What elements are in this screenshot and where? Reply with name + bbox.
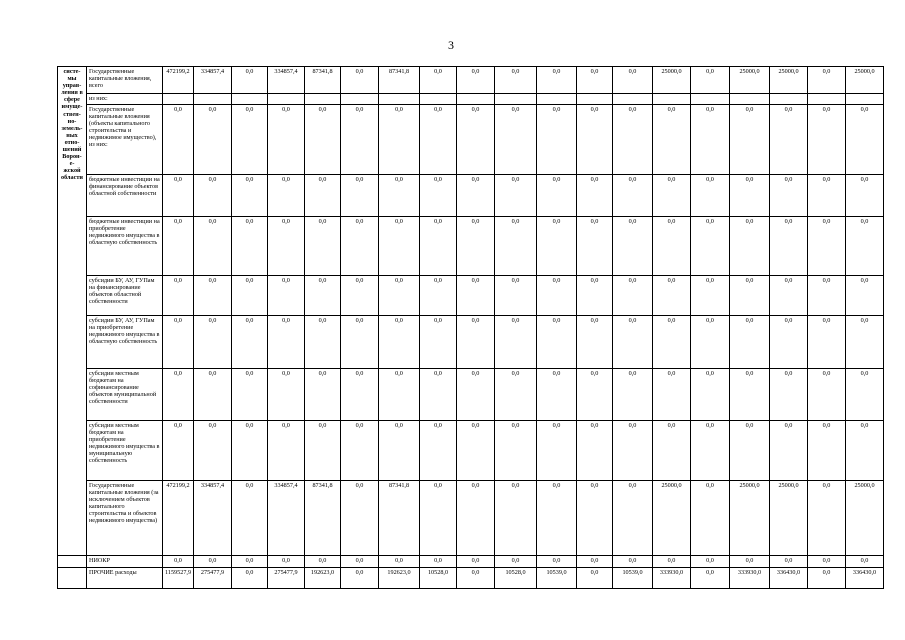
value-cell: 0,0 <box>194 369 232 421</box>
value-cell <box>420 94 457 105</box>
value-cell: 25000,0 <box>730 67 770 94</box>
value-cell: 275477,9 <box>194 568 232 589</box>
value-cell <box>305 94 341 105</box>
value-cell: 0,0 <box>691 369 730 421</box>
value-cell: 10528,0 <box>420 568 457 589</box>
row-label: Государственные капитальные вложения (объекты капитального строительства и недвижимое имущество), из них: <box>87 105 163 175</box>
value-cell: 0,0 <box>268 276 305 316</box>
value-cell <box>770 94 808 105</box>
row-label: ПРОЧИЕ расходы <box>87 568 163 589</box>
value-cell: 0,0 <box>232 67 268 94</box>
value-cell: 0,0 <box>163 421 194 481</box>
value-cell: 0,0 <box>163 316 194 369</box>
value-cell: 0,0 <box>730 276 770 316</box>
value-cell: 0,0 <box>691 556 730 568</box>
value-cell: 0,0 <box>341 369 379 421</box>
table-row <box>58 568 884 589</box>
value-cell: 0,0 <box>341 105 379 175</box>
table-row <box>58 276 884 316</box>
value-cell: 0,0 <box>613 217 653 276</box>
value-cell: 0,0 <box>379 217 420 276</box>
value-cell: 0,0 <box>268 175 305 217</box>
value-cell: 0,0 <box>268 105 305 175</box>
value-cell: 0,0 <box>305 105 341 175</box>
value-cell <box>341 94 379 105</box>
value-cell: 0,0 <box>730 175 770 217</box>
value-cell: 0,0 <box>232 481 268 556</box>
empty-cell <box>58 568 87 589</box>
value-cell: 0,0 <box>846 556 884 568</box>
value-cell: 0,0 <box>537 276 577 316</box>
value-cell: 0,0 <box>770 217 808 276</box>
value-cell: 0,0 <box>420 316 457 369</box>
value-cell: 0,0 <box>691 276 730 316</box>
value-cell: 0,0 <box>268 217 305 276</box>
value-cell: 0,0 <box>846 217 884 276</box>
value-cell: 0,0 <box>457 481 495 556</box>
value-cell: 0,0 <box>420 481 457 556</box>
value-cell: 0,0 <box>613 67 653 94</box>
value-cell: 0,0 <box>379 421 420 481</box>
value-cell: 0,0 <box>691 568 730 589</box>
value-cell: 0,0 <box>808 217 846 276</box>
value-cell: 0,0 <box>305 276 341 316</box>
empty-cell <box>58 556 87 568</box>
value-cell: 10539,0 <box>613 568 653 589</box>
value-cell: 0,0 <box>341 316 379 369</box>
value-cell <box>577 94 613 105</box>
table-row <box>58 316 884 369</box>
value-cell: 0,0 <box>653 421 691 481</box>
value-cell: 0,0 <box>379 105 420 175</box>
value-cell: 0,0 <box>495 556 537 568</box>
value-cell: 0,0 <box>577 421 613 481</box>
row-label: НИОКР <box>87 556 163 568</box>
value-cell: 0,0 <box>457 568 495 589</box>
value-cell: 0,0 <box>577 67 613 94</box>
value-cell: 336430,0 <box>846 568 884 589</box>
value-cell <box>537 94 577 105</box>
value-cell <box>653 94 691 105</box>
value-cell: 472199,2 <box>163 481 194 556</box>
value-cell: 0,0 <box>420 276 457 316</box>
value-cell: 0,0 <box>537 316 577 369</box>
value-cell: 1159527,9 <box>163 568 194 589</box>
value-cell: 0,0 <box>379 316 420 369</box>
value-cell: 0,0 <box>268 316 305 369</box>
value-cell: 0,0 <box>420 105 457 175</box>
value-cell: 0,0 <box>194 175 232 217</box>
value-cell: 87341,8 <box>379 481 420 556</box>
value-cell: 0,0 <box>653 556 691 568</box>
value-cell: 25000,0 <box>730 481 770 556</box>
row-label: бюджетные инвестиции на финансирование объектов областной собственности <box>87 175 163 217</box>
value-cell: 0,0 <box>420 421 457 481</box>
value-cell: 0,0 <box>495 217 537 276</box>
value-cell: 0,0 <box>730 421 770 481</box>
value-cell <box>163 94 194 105</box>
value-cell: 0,0 <box>691 175 730 217</box>
value-cell: 333930,0 <box>653 568 691 589</box>
value-cell: 0,0 <box>730 369 770 421</box>
value-cell: 0,0 <box>268 421 305 481</box>
value-cell: 0,0 <box>341 67 379 94</box>
value-cell: 0,0 <box>379 175 420 217</box>
value-cell: 0,0 <box>232 175 268 217</box>
value-cell: 0,0 <box>341 556 379 568</box>
value-cell: 0,0 <box>420 217 457 276</box>
value-cell: 0,0 <box>537 421 577 481</box>
value-cell: 10539,0 <box>537 568 577 589</box>
value-cell: 0,0 <box>457 276 495 316</box>
value-cell <box>691 94 730 105</box>
value-cell: 192623,0 <box>305 568 341 589</box>
value-cell: 0,0 <box>808 481 846 556</box>
value-cell: 0,0 <box>194 276 232 316</box>
value-cell: 0,0 <box>577 276 613 316</box>
value-cell: 0,0 <box>808 556 846 568</box>
value-cell <box>232 94 268 105</box>
row-label: Государственные капитальные вложения, всего <box>87 67 163 94</box>
value-cell: 0,0 <box>691 217 730 276</box>
table-row <box>58 67 884 94</box>
value-cell: 0,0 <box>495 369 537 421</box>
row-label: субсидии местным бюджетам на приобретение недвижимого имущества в муниципальную собственность <box>87 421 163 481</box>
value-cell: 0,0 <box>577 175 613 217</box>
value-cell: 0,0 <box>232 276 268 316</box>
program-name-cell: систе- мы управ- ления в сфере имуще- ствен- но- земель- ных отно- шений Ворон- е- жской области <box>58 67 87 556</box>
value-cell: 0,0 <box>457 217 495 276</box>
value-cell: 0,0 <box>379 276 420 316</box>
value-cell: 0,0 <box>537 105 577 175</box>
value-cell: 0,0 <box>770 316 808 369</box>
value-cell: 0,0 <box>808 568 846 589</box>
value-cell: 0,0 <box>495 421 537 481</box>
value-cell: 0,0 <box>846 421 884 481</box>
value-cell: 0,0 <box>163 175 194 217</box>
value-cell: 0,0 <box>341 568 379 589</box>
value-cell: 0,0 <box>495 67 537 94</box>
value-cell: 0,0 <box>305 316 341 369</box>
value-cell: 0,0 <box>613 105 653 175</box>
value-cell: 25000,0 <box>770 67 808 94</box>
value-cell <box>457 94 495 105</box>
value-cell: 0,0 <box>341 175 379 217</box>
value-cell: 0,0 <box>653 175 691 217</box>
value-cell: 0,0 <box>495 105 537 175</box>
value-cell: 0,0 <box>537 217 577 276</box>
value-cell: 0,0 <box>420 556 457 568</box>
value-cell: 0,0 <box>537 556 577 568</box>
value-cell: 0,0 <box>194 556 232 568</box>
value-cell: 0,0 <box>268 556 305 568</box>
value-cell: 0,0 <box>457 556 495 568</box>
value-cell: 0,0 <box>379 369 420 421</box>
table-row <box>58 94 884 105</box>
value-cell: 0,0 <box>653 369 691 421</box>
value-cell: 87341,8 <box>305 481 341 556</box>
value-cell: 0,0 <box>305 369 341 421</box>
value-cell: 0,0 <box>730 316 770 369</box>
value-cell: 0,0 <box>420 175 457 217</box>
value-cell: 0,0 <box>268 369 305 421</box>
value-cell: 0,0 <box>577 369 613 421</box>
value-cell: 0,0 <box>537 175 577 217</box>
value-cell <box>268 94 305 105</box>
value-cell: 0,0 <box>457 369 495 421</box>
value-cell: 192623,0 <box>379 568 420 589</box>
value-cell: 0,0 <box>232 369 268 421</box>
value-cell: 0,0 <box>457 316 495 369</box>
table-row <box>58 217 884 276</box>
value-cell: 0,0 <box>730 217 770 276</box>
value-cell: 0,0 <box>730 105 770 175</box>
value-cell: 0,0 <box>537 369 577 421</box>
value-cell: 0,0 <box>305 421 341 481</box>
value-cell: 0,0 <box>613 421 653 481</box>
value-cell: 0,0 <box>379 556 420 568</box>
value-cell: 0,0 <box>577 316 613 369</box>
page-number: 3 <box>448 38 454 52</box>
value-cell: 0,0 <box>163 369 194 421</box>
value-cell: 0,0 <box>537 481 577 556</box>
row-label: субсидии БУ, АУ, ГУПам на финансирование объектов областной собственности <box>87 276 163 316</box>
value-cell: 336430,0 <box>770 568 808 589</box>
value-cell: 0,0 <box>613 175 653 217</box>
value-cell: 0,0 <box>653 217 691 276</box>
row-label: Государственные капитальные вложения (за исключением объектов капитального строительства и объектов недвижимого имущества) <box>87 481 163 556</box>
value-cell: 0,0 <box>653 276 691 316</box>
value-cell: 0,0 <box>194 316 232 369</box>
value-cell: 0,0 <box>808 421 846 481</box>
value-cell <box>495 94 537 105</box>
table-row <box>58 175 884 217</box>
value-cell <box>808 94 846 105</box>
value-cell: 87341,8 <box>305 67 341 94</box>
value-cell: 0,0 <box>613 556 653 568</box>
table-row <box>58 105 884 175</box>
value-cell: 0,0 <box>495 316 537 369</box>
value-cell: 0,0 <box>808 369 846 421</box>
row-label: бюджетные инвестиции на приобретение недвижимого имущества в областную собственность <box>87 217 163 276</box>
value-cell: 0,0 <box>613 276 653 316</box>
value-cell: 0,0 <box>691 316 730 369</box>
value-cell: 0,0 <box>613 369 653 421</box>
value-cell: 0,0 <box>163 276 194 316</box>
value-cell: 87341,8 <box>379 67 420 94</box>
value-cell: 25000,0 <box>653 481 691 556</box>
value-cell: 0,0 <box>613 481 653 556</box>
value-cell: 0,0 <box>194 421 232 481</box>
value-cell: 0,0 <box>420 369 457 421</box>
value-cell: 0,0 <box>232 217 268 276</box>
value-cell: 25000,0 <box>770 481 808 556</box>
value-cell: 0,0 <box>577 568 613 589</box>
row-label: из них: <box>87 94 163 105</box>
value-cell: 0,0 <box>653 316 691 369</box>
table-row <box>58 556 884 568</box>
value-cell: 0,0 <box>457 67 495 94</box>
value-cell: 0,0 <box>341 421 379 481</box>
value-cell: 0,0 <box>341 481 379 556</box>
value-cell <box>379 94 420 105</box>
table-row <box>58 369 884 421</box>
value-cell: 334857,4 <box>268 67 305 94</box>
value-cell: 0,0 <box>232 421 268 481</box>
value-cell: 0,0 <box>232 105 268 175</box>
value-cell: 0,0 <box>808 276 846 316</box>
value-cell: 0,0 <box>846 175 884 217</box>
value-cell: 25000,0 <box>653 67 691 94</box>
value-cell: 334857,4 <box>194 481 232 556</box>
row-label: субсидии БУ, АУ, ГУПам на приобретение недвижимого имущества в областную собственность <box>87 316 163 369</box>
value-cell: 0,0 <box>163 105 194 175</box>
value-cell: 0,0 <box>730 556 770 568</box>
value-cell: 0,0 <box>770 175 808 217</box>
value-cell <box>730 94 770 105</box>
row-label: субсидии местным бюджетам на софинансирование объектов муниципальной собственности <box>87 369 163 421</box>
value-cell: 0,0 <box>770 105 808 175</box>
value-cell: 0,0 <box>341 276 379 316</box>
value-cell: 0,0 <box>577 105 613 175</box>
value-cell: 10528,0 <box>495 568 537 589</box>
value-cell <box>194 94 232 105</box>
value-cell: 0,0 <box>163 217 194 276</box>
value-cell: 0,0 <box>808 105 846 175</box>
value-cell: 0,0 <box>305 175 341 217</box>
value-cell: 0,0 <box>495 175 537 217</box>
value-cell: 0,0 <box>846 369 884 421</box>
value-cell: 0,0 <box>163 556 194 568</box>
value-cell: 0,0 <box>691 481 730 556</box>
value-cell: 0,0 <box>846 276 884 316</box>
value-cell: 0,0 <box>846 105 884 175</box>
table-row <box>58 481 884 556</box>
value-cell: 0,0 <box>770 556 808 568</box>
value-cell: 0,0 <box>232 316 268 369</box>
value-cell: 0,0 <box>194 217 232 276</box>
value-cell: 0,0 <box>808 316 846 369</box>
value-cell: 333930,0 <box>730 568 770 589</box>
value-cell: 0,0 <box>613 316 653 369</box>
value-cell: 0,0 <box>770 369 808 421</box>
value-cell: 0,0 <box>770 421 808 481</box>
value-cell: 0,0 <box>653 105 691 175</box>
value-cell <box>613 94 653 105</box>
value-cell: 0,0 <box>691 67 730 94</box>
value-cell: 0,0 <box>691 105 730 175</box>
value-cell: 0,0 <box>457 421 495 481</box>
value-cell: 0,0 <box>305 217 341 276</box>
value-cell: 334857,4 <box>194 67 232 94</box>
value-cell: 0,0 <box>457 175 495 217</box>
table-row <box>58 421 884 481</box>
value-cell: 275477,9 <box>268 568 305 589</box>
value-cell: 0,0 <box>846 316 884 369</box>
value-cell: 0,0 <box>457 105 495 175</box>
value-cell: 0,0 <box>232 568 268 589</box>
value-cell: 0,0 <box>194 105 232 175</box>
value-cell: 0,0 <box>305 556 341 568</box>
value-cell: 25000,0 <box>846 67 884 94</box>
value-cell: 0,0 <box>232 556 268 568</box>
value-cell: 0,0 <box>808 175 846 217</box>
value-cell: 0,0 <box>577 217 613 276</box>
value-cell: 472199,2 <box>163 67 194 94</box>
value-cell: 0,0 <box>770 276 808 316</box>
value-cell <box>846 94 884 105</box>
value-cell: 0,0 <box>577 556 613 568</box>
budget-table <box>57 66 884 589</box>
value-cell: 0,0 <box>808 67 846 94</box>
value-cell: 25000,0 <box>846 481 884 556</box>
value-cell: 334857,4 <box>268 481 305 556</box>
value-cell: 0,0 <box>577 481 613 556</box>
value-cell: 0,0 <box>691 421 730 481</box>
value-cell: 0,0 <box>495 481 537 556</box>
value-cell: 0,0 <box>341 217 379 276</box>
value-cell: 0,0 <box>537 67 577 94</box>
value-cell: 0,0 <box>420 67 457 94</box>
value-cell: 0,0 <box>495 276 537 316</box>
